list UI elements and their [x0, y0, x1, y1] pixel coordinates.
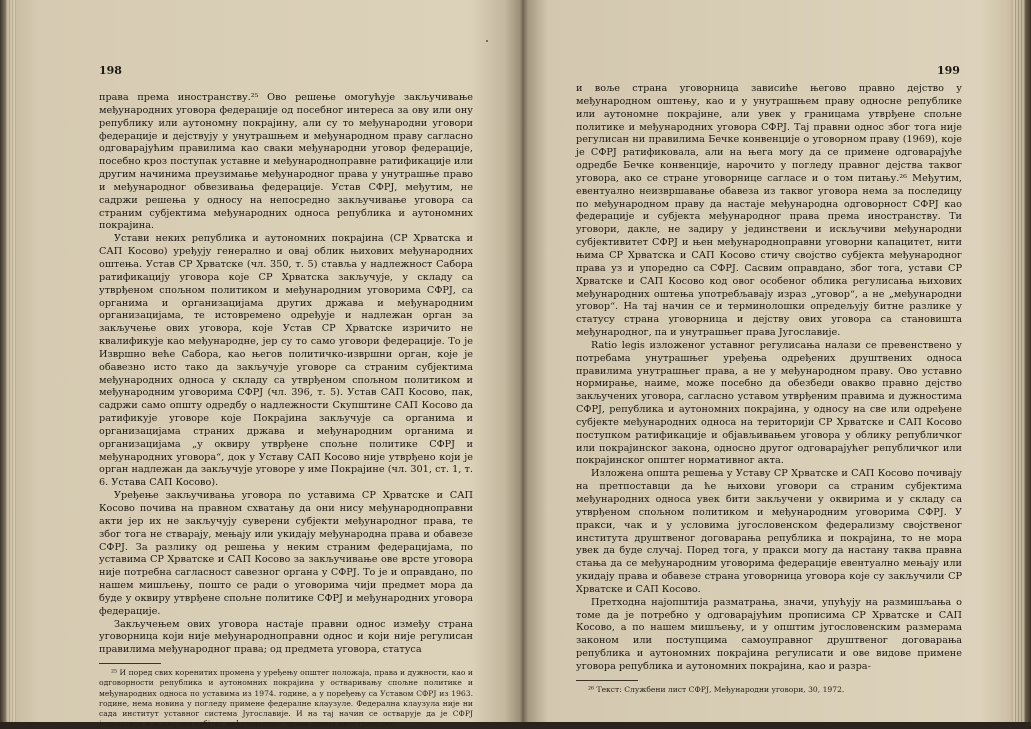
paragraph: Устави неких република и аутономних покрајина (СР Хрватска и САП Косово) уређују генерално и овај облик њихових међународних оштења. Устав СР Хрватске (чл. 350, т. 5) ставља у надлежност Сабора ратификацију уговора које СР Хрватска закључује, у складу са утврђеном спољном политиком и међународним уговорима СФРЈ, са органима и организацијама других држава и међународним организацијама, те истовремено одређује и надлежан орган за закључење ових уговора, које Устав СР Хрватске изричито не квалификује као међународне, јер су то само уговори федерације. То је Извршно веће Сабора, као његов политичко-извршни орган, које је обавезно исто тако да закључује уговоре са страним субјектима међународних односа у складу са утврђеном спољном политиком и међународним уговорима СФРЈ (чл. 396, т. 5). Устав САП Косово, пак, садржи само општу одредбу о надлежности Скупштине САП Косово да ратификује уговоре које Покрајина закључује са органима и организацијама страних држава и међународним органима и организацијама „у оквиру утврђене спољне политике СФРЈ и међународних уговора“, док у Уставу САП Косово није утврђено који је орган надлежан да закључује уговоре у име Покрајине (чл. 301, ст. 1, т. 6. Устава САП Косово).: [99, 233, 473, 489]
paragraph: права према иностранству.²⁵ Ово решење омогућује закључивање међународних уговора федерације од посебног интереса за ову или ону републику или аутономну покрајину, али су то међународни уговори федерације и дејствују у унутрашњем и међународном праву сагласно одговарајућим правилима као сваки међународни уговор федерације, посебно кроз поступак уставне и међународноправне ратификације или другим начинима преузимање међународног права у унутрашње право и међународног обвезивања федерације. Устав СФРЈ, међутим, не садржи решења у односу на непосредно закључивање уговора са страним субјектима међународних односа република и аутономних покрајина.: [99, 92, 473, 232]
footnote: [99, 668, 473, 729]
page-number: 198: [99, 64, 122, 77]
text-column: [576, 83, 962, 695]
paragraph: Ratio legis изложеног уставног регулисања налази се превенствено у потребама унутрашњег уређења одређених друштвених односа правилима унутрашњег права, а не у међународном праву. Ово уставно нормирање, наиме, може посебно да обезбеди овакво правно дејство закључених уговора, сагласно уставом утврђеним правима и дужностима СФРЈ, република и аутономних покрајина, у односу на све или одређене субјекте међународних односа на територији СР Хрватске и САП Косово поступком ратификације и објављивањем уговора у облику републичког или покрајинског закона, односно другог одговарајућег републичког или покрајинског општег нормативног акта.: [576, 339, 962, 467]
text-column: [99, 92, 473, 729]
paragraph: и воље страна уговорница зависиће његово правно дејство у међународном оштењу, као и у унутрашњем праву односне републике или аутономне покрајине, али увек у границама утврђене спољне политике и међународних уговора СФРЈ. Тај правни однос због тога није регулисан ни правилима Бечке конвенције о уговорном праву (1969), које је СФРЈ ратификовала, али на њега могу да се примене одговарајуће одредбе Бечке конвенције, нарочито у погледу правног дејства таквог уговора, ако се стране уговорнице сагласе и о том питању.²⁶ Међутим, евентуално неизвршавање обавеза из таквог уговора нема за последицу по међународном праву да настаје међународна одговорност СФРЈ као федерације и субјекта међународног права према иностранству. Ти уговори, дакле, не задиру у јединствени и искључиви међународни субјективитет СФРЈ и њен међународноправни уговорни капацитет, нити њима СР Хрватска и САП Косово стичу својство субјекта међународног права уз и упоредно са СФРЈ. Сасвим оправдано, због тога, устави СР Хрватске и САП Косово код овог особеног облика регулисања њихових међународних оштења употребљавају израз „уговор“, а не „међународни уговор“. На тај начин се и терминолошки опредељују битне разлике у статусу страна уговорница и дејству ових уговора са становишта међународног, па и унутрашњег права Југославије.: [576, 83, 962, 339]
page-number: 199: [937, 64, 960, 77]
footnote: [576, 685, 962, 695]
paragraph: Закључењем ових уговора настаје правни однос између страна уговорница који није међународноправни однос и који није регулисан правилима међународног права; од предмета уговора, статуса: [99, 618, 473, 656]
footnote-rule: [99, 663, 161, 664]
footnote-text: ²⁶ Текст: Службени лист СФРЈ, Међународни уговори, 30, 1972.: [588, 684, 845, 694]
paragraph: Претходна најопштија разматрања, значи, упућују на размишљања о томе да је потребно у одговарајућим прописима СР Хрватске и САП Косово, а по нашем мишљењу, и у општим југословенским размерама законом или поступцима самоуправног друштвеног договарања република и аутономних покрајина регулисати и ове видове примене уговора република и аутономних покрајина, као и разра-: [576, 596, 962, 672]
paragraph: Изложена општа решења у Уставу СР Хрватске и САП Косово почивају на претпоставци да ће њихови уговори са страним субјектима међународних односа увек бити закључени у оквирима и у складу са утврђеном спољном политиком и међународним уговорима СФРЈ. У пракси, чак и у условима југословенском федерализму својственог института друштвеног договарања република и покрајина, то не мора увек да буде случај. Поред тога, у пракси могу да настану таква правна стања да се међународним уговорима федерације евентуално мењају или укидају права и обавезе страна уговорница уговора које су закључили СР Хрватске и САП Косово.: [576, 468, 962, 595]
footnote-text: ²⁵ И поред свих коренитих промена у уређењу општег положаја, права и дужности, као и одговорности република и аутономних покрајина у остваривању спољне политике и међународних односа по уставима из 1974. године, а у поређењу са Уставом СФРЈ из 1963. године, нема новина у погледу примене федералне клаузуле. Федерална клаузула није ни сада институт уставног система Југославије. И на тај начин се остварује да је СФРЈ јединствен и искључив субјект међународног права према иностранству.: [99, 668, 473, 729]
paragraph: Уређење закључивања уговора по уставима СР Хрватске и САП Косово почива на правном схватању да они нису међународноправни акти јер их не закључују суверени субјекти међународног права, те због тога не стварају, мењају или укидају међународна права и обавезе СФРЈ. За разлику од решења у неким страним федерацијама, по уставима СР Хрватске и САП Косово за закључивање ове врсте уговора није потребна сагласност савезног органа у СФРЈ. То је и оправдано, по нашем мишљењу, пошто се ради о уговорима чији предмет мора да буде у оквиру утврђене спољне политике СФРЈ и међународних уговора федерације.: [99, 490, 473, 617]
right-page: [524, 0, 1031, 722]
print-speck: [486, 40, 488, 42]
footnote-rule: [576, 680, 638, 681]
